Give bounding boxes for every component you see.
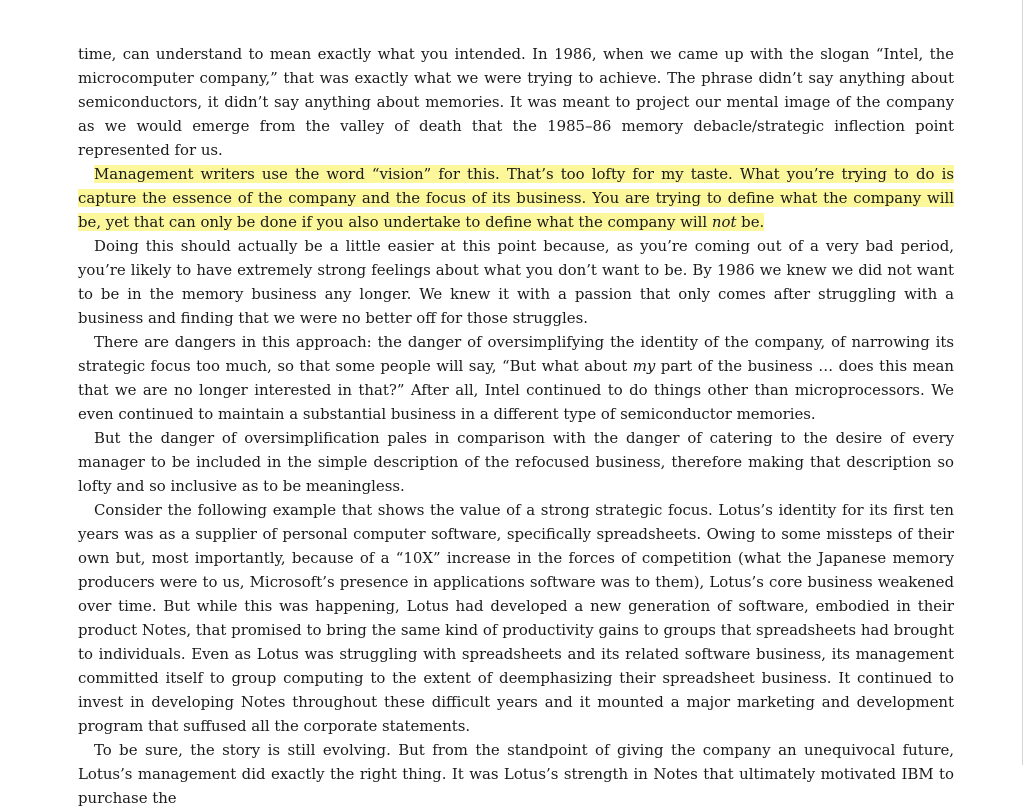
page-edge: [1022, 0, 1032, 765]
paragraph-7: [78, 738, 954, 810]
highlighted-text: [78, 165, 954, 231]
page-text: [78, 42, 954, 810]
emphasis-not: not: [711, 213, 737, 231]
paragraph-4-text-b: part of the business … does this mean that we are no longer interested in that?” After all, Intel continued to do things other than microprocessors. We even continued to maintain a substantial business in a different type of semiconductor memories.: [78, 357, 954, 423]
paragraph-5: [78, 426, 954, 498]
paragraph-3-text: Doing this should actually be a little easier at this point because, as you’re coming out of a very bad period, you’re likely to have extremely strong feelings about what you don’t want to be. By 1986 we knew we did not want to be in the memory business any longer. We knew it with a passion that only comes after struggling with a business and finding that we were no better off for those struggles.: [78, 237, 954, 327]
paragraph-6-text: Consider the following example that shows the value of a strong strategic focus. Lotus’s identity for its first ten years was as a supplier of personal computer software, specifically spreadsheets. Owing to some missteps of their own but, most importantly, because of a “10X” increase in the forces of competition (what the Japanese memory producers were to us, Microsoft’s presence in applications software was to them), Lotus’s core business weakened over time. But while this was happening, Lotus had developed a new generation of software, embodied in their product Notes, that promised to bring the same kind of productivity gains to groups that spreadsheets had brought to individuals. Even as Lotus was struggling with spreadsheets and its related software business, its management committed itself to group computing to the extent of deemphasizing their spreadsheet business. It continued to invest in developing Notes throughout these difficult years and it mounted a major marketing and development program that suffused all the corporate statements.: [78, 501, 954, 735]
paragraph-5-text: But the danger of oversimplification pales in comparison with the danger of catering to the desire of every manager to be included in the simple description of the refocused business, therefore making that description so lofty and so inclusive as to be meaningless.: [78, 429, 954, 495]
paragraph-3: [78, 234, 954, 330]
paragraph-4-text-a: There are dangers in this approach: the danger of oversimplifying the identity of the company, of narrowing its strategic focus too much, so that some people will say, “But what about: [78, 333, 954, 375]
paragraph-1: [78, 42, 954, 162]
paragraph-1-text: time, can understand to mean exactly what you intended. In 1986, when we came up with the slogan “Intel, the microcomputer company,” that was exactly what we were trying to achieve. The phrase didn’t say anything about semiconductors, it didn’t say anything about memories. It was meant to project our mental image of the company as we would emerge from the valley of death that the 1985–86 memory debacle/strategic inflection point represented for us.: [78, 45, 954, 159]
paragraph-2-text-a: Management writers use the word “vision” for this. That’s too lofty for my taste. What you’re trying to do is capture the essence of the company and the focus of its business. You are trying to define what the company will be, yet that can only be done if you also undertake to define what the company will: [78, 165, 954, 231]
paragraph-6: [78, 498, 954, 738]
paragraph-2-highlighted: [78, 162, 954, 234]
emphasis-my: my: [632, 357, 656, 375]
paragraph-2-text-b: be.: [736, 213, 765, 231]
paragraph-7-text: To be sure, the story is still evolving. But from the standpoint of giving the company an unequivocal future, Lotus’s management did exactly the right thing. It was Lotus’s strength in Notes that ultimately motivated IBM to purchase the: [78, 741, 954, 807]
paragraph-4: [78, 330, 954, 426]
